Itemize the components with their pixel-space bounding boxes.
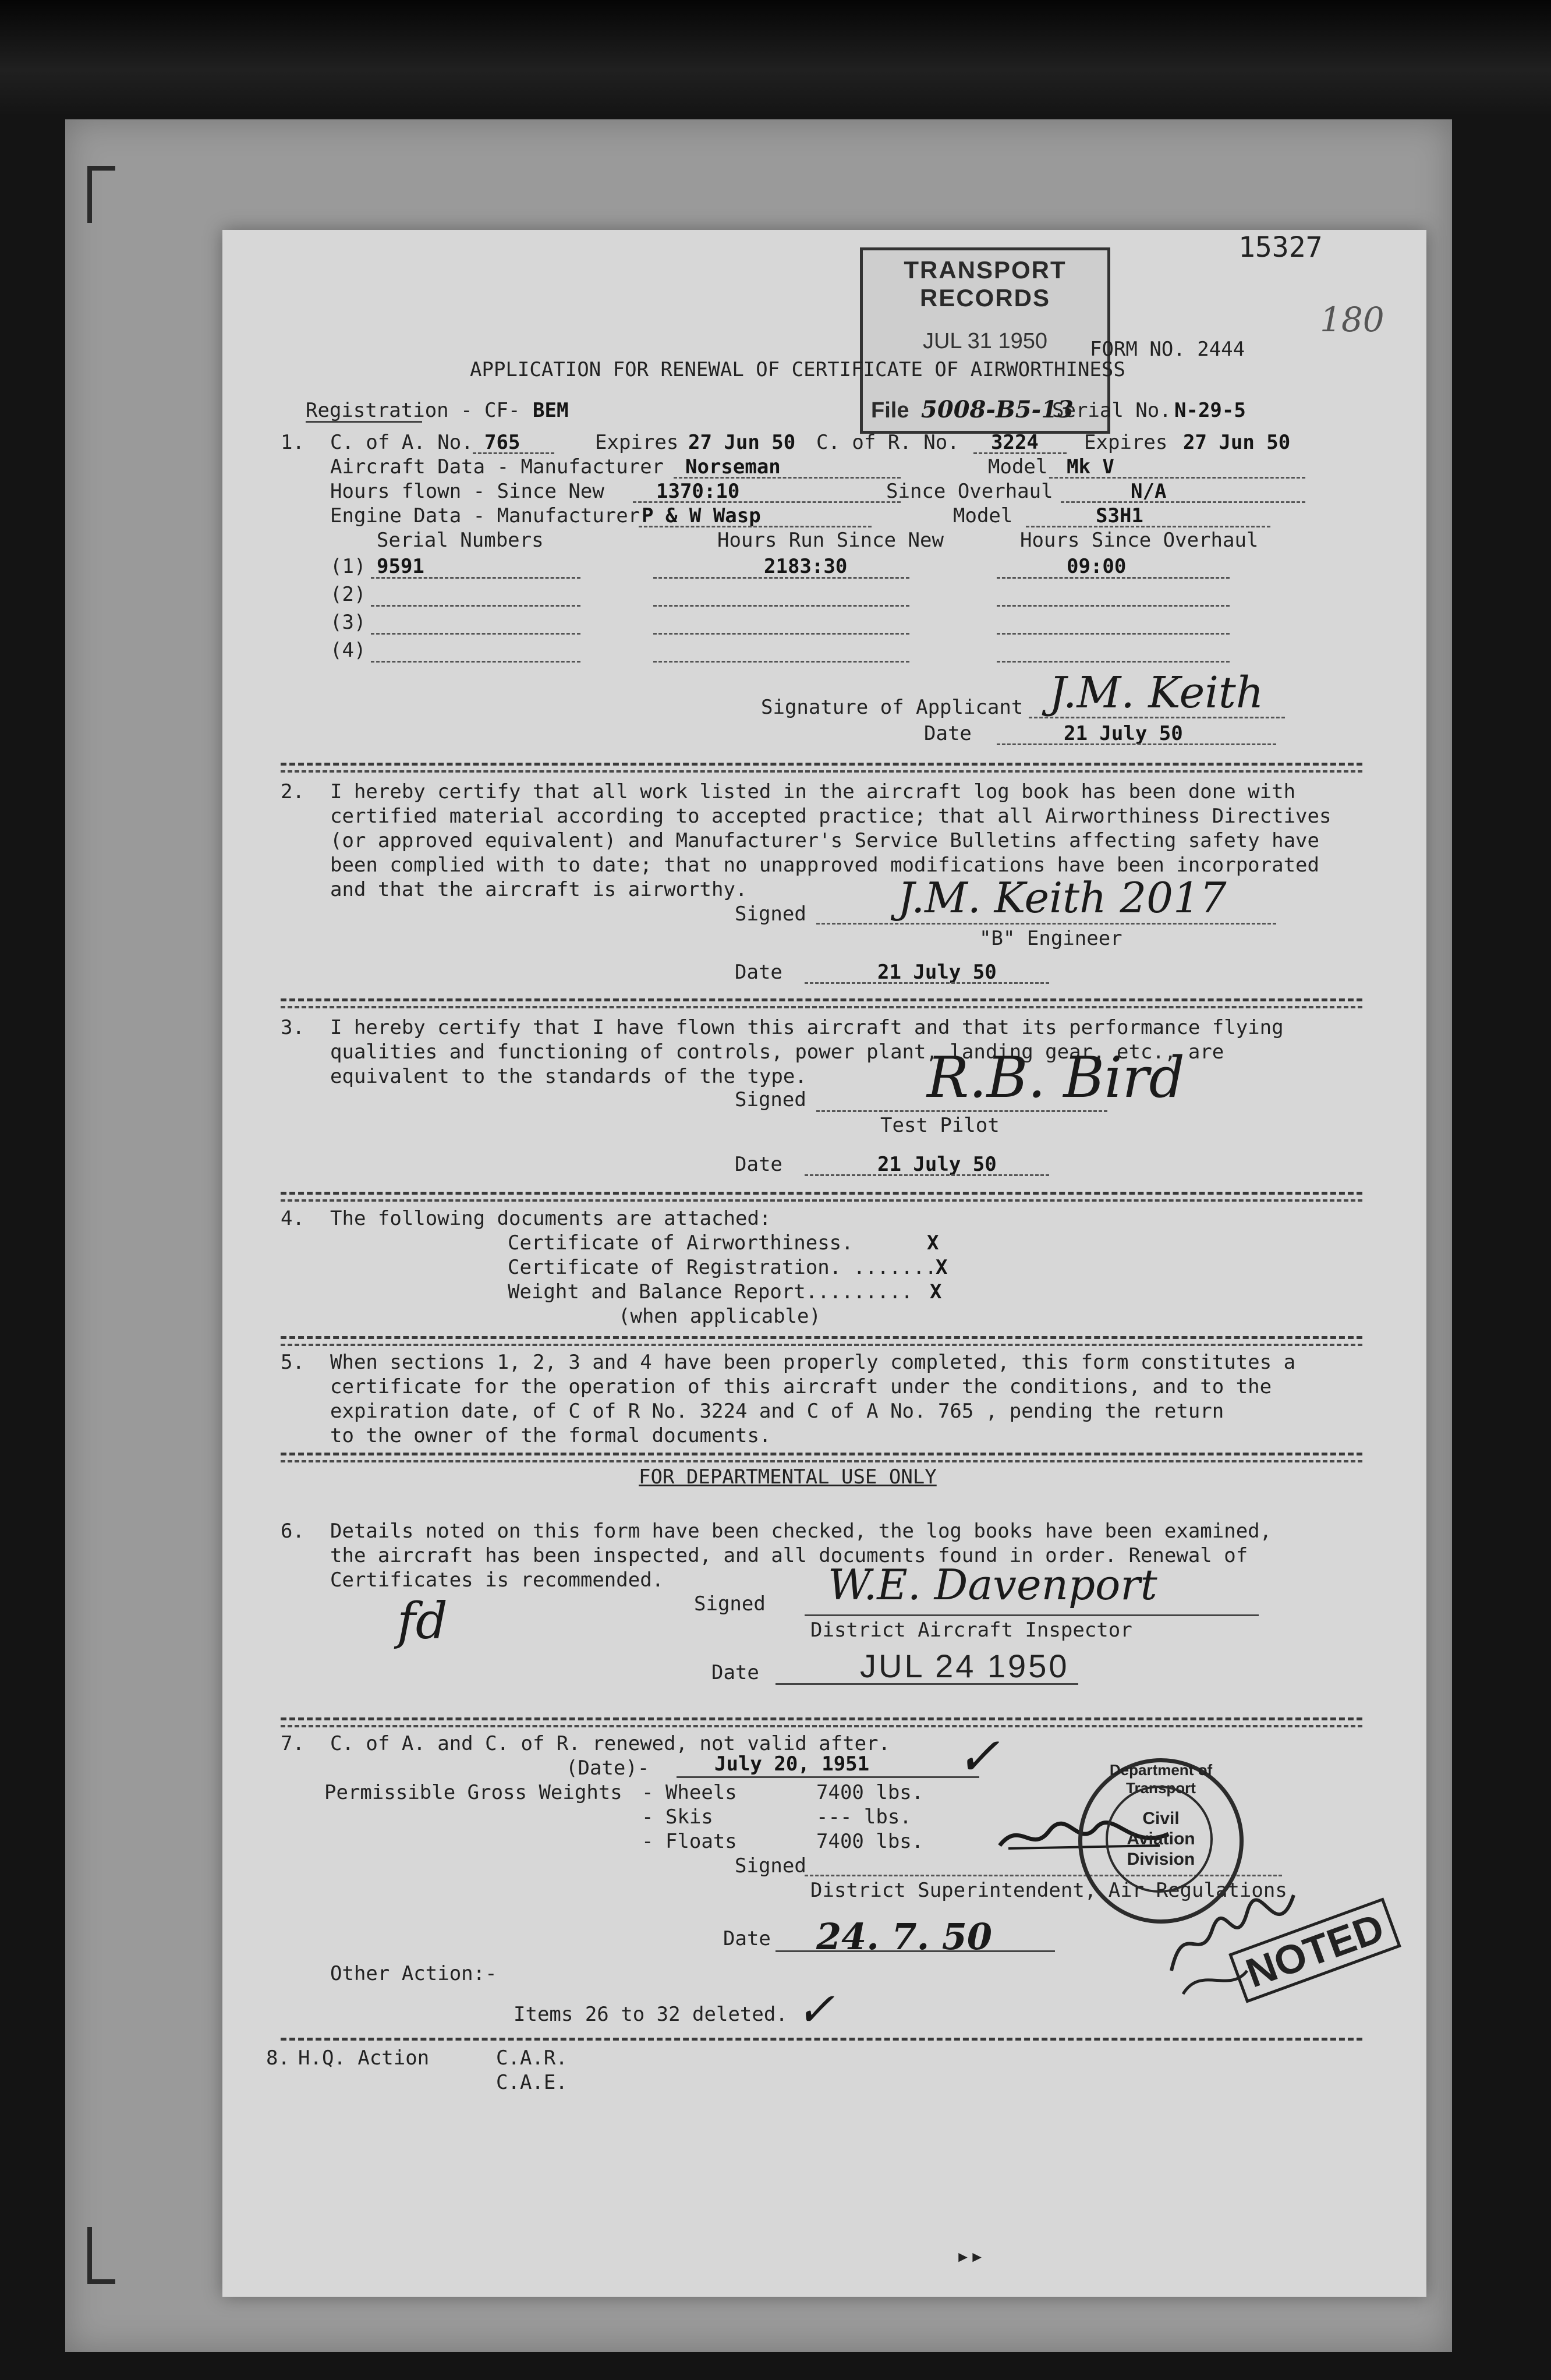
engine-model-label: Model xyxy=(953,504,1013,527)
reviewer-scribble xyxy=(1166,1883,1299,2000)
crop-mark-top xyxy=(87,166,115,223)
registration-label: Registration - CF- xyxy=(306,399,520,422)
row-index: (1) xyxy=(330,555,366,578)
seal-line: Aviation xyxy=(1127,1829,1195,1848)
hq-action-item: C.A.E. xyxy=(496,2071,568,2094)
since-overhaul-label: Since Overhaul xyxy=(886,480,1053,503)
noted-stamp: NOTED xyxy=(1228,1897,1401,2003)
serial-label: Serial No. xyxy=(1052,399,1171,422)
section-3-line: equivalent to the standards of the type. xyxy=(330,1065,807,1088)
hq-action-item: C.A.R. xyxy=(496,2046,568,2070)
section-2-line: and that the aircraft is airworthy. xyxy=(330,878,748,901)
section-4-number: 4. xyxy=(281,1207,304,1230)
inspector-signed-label: Signed xyxy=(694,1592,766,1616)
section-divider xyxy=(281,1336,1362,1339)
corner-handwritten-number: 180 xyxy=(1320,300,1384,339)
applicant-signature: J.M. Keith xyxy=(1049,668,1264,718)
film-edge xyxy=(0,0,1551,116)
section-6-line: Details noted on this form have been checked, the log books have been examined, xyxy=(330,1520,1272,1543)
section-6-line: Certificates is recommended. xyxy=(330,1568,664,1592)
documents-note: (when applicable) xyxy=(618,1305,821,1328)
other-action-value: Items 26 to 32 deleted. xyxy=(514,2003,788,2026)
document-item-mark: X xyxy=(936,1256,948,1279)
pilot-date-label: Date xyxy=(735,1153,782,1176)
superintendent-role: District Superintendent, Air Regulations xyxy=(810,1879,1287,1902)
weight-value: 7400 lbs. xyxy=(816,1830,924,1853)
document-number: 15327 xyxy=(1238,231,1323,264)
page-marker: ▸▸ xyxy=(956,2243,985,2269)
engineer-role: "B" Engineer xyxy=(979,927,1122,950)
other-action-label: Other Action:- xyxy=(330,1962,497,1985)
section-3-line: qualities and functioning of controls, power plant, landing gear, etc., are xyxy=(330,1040,1224,1064)
document-item-label: Weight and Balance Report......... xyxy=(508,1280,913,1304)
registration-value: BEM xyxy=(533,399,569,422)
document-item-mark: X xyxy=(930,1280,942,1304)
serial-numbers-header: Serial Numbers xyxy=(377,529,544,552)
cr-label: C. of R. No. xyxy=(816,431,959,454)
stamp-title: TRANSPORT RECORDS xyxy=(904,256,1067,311)
weight-value: --- lbs. xyxy=(816,1805,912,1829)
section-divider xyxy=(281,1717,1362,1720)
cr-expiry: 27 Jun 50 xyxy=(1183,431,1291,454)
renewal-line: C. of A. and C. of R. renewed, not valid after. xyxy=(330,1732,891,1755)
section-divider xyxy=(281,763,1362,766)
ca-expiry: 27 Jun 50 xyxy=(688,431,796,454)
expires-label-2: Expires xyxy=(1084,431,1168,454)
seal-line: Division xyxy=(1127,1850,1195,1869)
applicant-signature-label: Signature of Applicant xyxy=(761,696,1024,719)
engineer-signed-label: Signed xyxy=(735,902,806,926)
row-index: (2) xyxy=(330,583,366,606)
departmental-use-heading: FOR DEPARTMENTAL USE ONLY xyxy=(639,1465,937,1489)
row-index: (4) xyxy=(330,639,366,662)
section-3-number: 3. xyxy=(281,1016,304,1039)
seal-line: Civil xyxy=(1142,1809,1180,1828)
section-3-line: I hereby certify that I have flown this aircraft and that its performance flying xyxy=(330,1016,1284,1039)
weight-label: - Wheels xyxy=(642,1781,737,1804)
section-2-line: certified material according to accepted practice; that all Airworthiness Directives xyxy=(330,805,1332,828)
engine-manufacturer: P & W Wasp xyxy=(642,504,761,527)
section-1-number: 1. xyxy=(281,431,304,454)
inspector-date-stamp: JUL 24 1950 xyxy=(860,1648,1070,1684)
engineer-signature: J.M. Keith 2017 xyxy=(898,873,1227,922)
hq-action-label: H.Q. Action xyxy=(298,2046,430,2070)
document-item-label: Certificate of Airworthiness. xyxy=(508,1231,854,1255)
aircraft-model: Mk V xyxy=(1067,455,1114,479)
ca-number: 765 xyxy=(484,431,520,454)
gross-weights-label: Permissible Gross Weights xyxy=(324,1781,622,1804)
check-mark: ✓ xyxy=(956,1726,1000,1787)
documents-intro: The following documents are attached: xyxy=(330,1207,771,1230)
weight-label: - Floats xyxy=(642,1830,737,1853)
section-5-line: expiration date, of C of R No. 3224 and C of A No. 765 , pending the return xyxy=(330,1400,1224,1423)
hours-run-header: Hours Run Since New xyxy=(717,529,944,552)
pilot-date: 21 July 50 xyxy=(877,1153,997,1176)
stamp-file-label xyxy=(871,396,1074,423)
form-heading: APPLICATION FOR RENEWAL OF CERTIFICATE OF AIRWORTHINESS xyxy=(470,358,1125,381)
hours-since-overhaul: N/A xyxy=(1131,480,1167,503)
section-divider xyxy=(281,1192,1362,1195)
engine-hours-run: 2183:30 xyxy=(764,555,848,578)
section-divider xyxy=(281,2038,1362,2041)
hours-overhaul-header: Hours Since Overhaul xyxy=(1020,529,1259,552)
seal-department: Department of Transport xyxy=(1109,1761,1213,1797)
hours-flown-label: Hours flown - Since New xyxy=(330,480,604,503)
pilot-role: Test Pilot xyxy=(880,1114,1000,1137)
superintendent-date: 24. 7. 50 xyxy=(816,1915,993,1958)
renewal-date-prefix: (Date)- xyxy=(566,1756,650,1780)
section-2-line: (or approved equivalent) and Manufacturer's Service Bulletins affecting safety have xyxy=(330,829,1319,852)
weight-value: 7400 lbs. xyxy=(816,1781,924,1804)
applicant-date-label: Date xyxy=(924,722,972,745)
superintendent-signed-label: Signed xyxy=(735,1854,806,1878)
stamp-file-label-text: File xyxy=(871,398,909,423)
engine-serial: 9591 xyxy=(377,555,424,578)
section-2-line: I hereby certify that all work listed in the aircraft log book has been done with xyxy=(330,780,1296,803)
initials: fd xyxy=(397,1592,448,1651)
stamp-date: JUL 31 1950 xyxy=(922,329,1048,353)
pilot-signature: R.B. Bird xyxy=(927,1045,1185,1110)
section-6-number: 6. xyxy=(281,1520,304,1543)
document-item-label: Certificate of Registration. ....... xyxy=(508,1256,937,1279)
inspector-date-label: Date xyxy=(711,1661,759,1684)
engine-data-label: Engine Data - Manufacturer xyxy=(330,504,640,527)
section-8-number: 8. xyxy=(266,2046,290,2070)
document-item-mark: X xyxy=(927,1231,939,1255)
applicant-date: 21 July 50 xyxy=(1064,722,1183,745)
inspector-role: District Aircraft Inspector xyxy=(810,1618,1132,1642)
engine-hours-overhaul: 09:00 xyxy=(1067,555,1127,578)
section-5-number: 5. xyxy=(281,1351,304,1374)
superintendent-date-label: Date xyxy=(723,1927,771,1950)
weight-label: - Skis xyxy=(642,1805,713,1829)
section-6-line: the aircraft has been inspected, and all documents found in order. Renewal of xyxy=(330,1544,1248,1567)
hours-since-new: 1370:10 xyxy=(656,480,740,503)
cr-number: 3224 xyxy=(991,431,1039,454)
section-5-line: certificate for the operation of this aircraft under the conditions, and to the xyxy=(330,1375,1272,1398)
section-5-line: When sections 1, 2, 3 and 4 have been properly completed, this form constitutes a xyxy=(330,1351,1296,1374)
expires-label-1: Expires xyxy=(595,431,679,454)
engineer-date-label: Date xyxy=(735,961,782,984)
section-2-number: 2. xyxy=(281,780,304,803)
form-number: FORM NO. 2444 xyxy=(1090,338,1245,361)
row-index: (3) xyxy=(330,611,366,634)
section-5-line: to the owner of the formal documents. xyxy=(330,1424,771,1447)
engineer-date: 21 July 50 xyxy=(877,961,997,984)
pilot-signed-label: Signed xyxy=(735,1088,806,1111)
section-7-number: 7. xyxy=(281,1732,304,1755)
aircraft-manufacturer: Norseman xyxy=(685,455,781,479)
renewal-date: July 20, 1951 xyxy=(714,1752,870,1776)
section-divider xyxy=(281,1453,1362,1455)
section-2-line: been complied with to date; that no unapproved modifications have been incorporated xyxy=(330,853,1319,877)
application-form xyxy=(222,230,1426,2297)
ca-label: C. of A. No. xyxy=(330,431,473,454)
check-mark: ✓ xyxy=(796,1982,835,2037)
stamp-file-value: 5008-B5-13 xyxy=(921,396,1074,423)
inspector-signature: W.E. Davenport xyxy=(828,1560,1157,1609)
aircraft-data-label: Aircraft Data - Manufacturer xyxy=(330,455,664,479)
engine-model: S3H1 xyxy=(1096,504,1143,527)
crop-mark-bottom xyxy=(87,2227,115,2284)
serial-value: N-29-5 xyxy=(1174,399,1246,422)
aircraft-model-label: Model xyxy=(988,455,1048,479)
section-divider xyxy=(281,998,1362,1001)
